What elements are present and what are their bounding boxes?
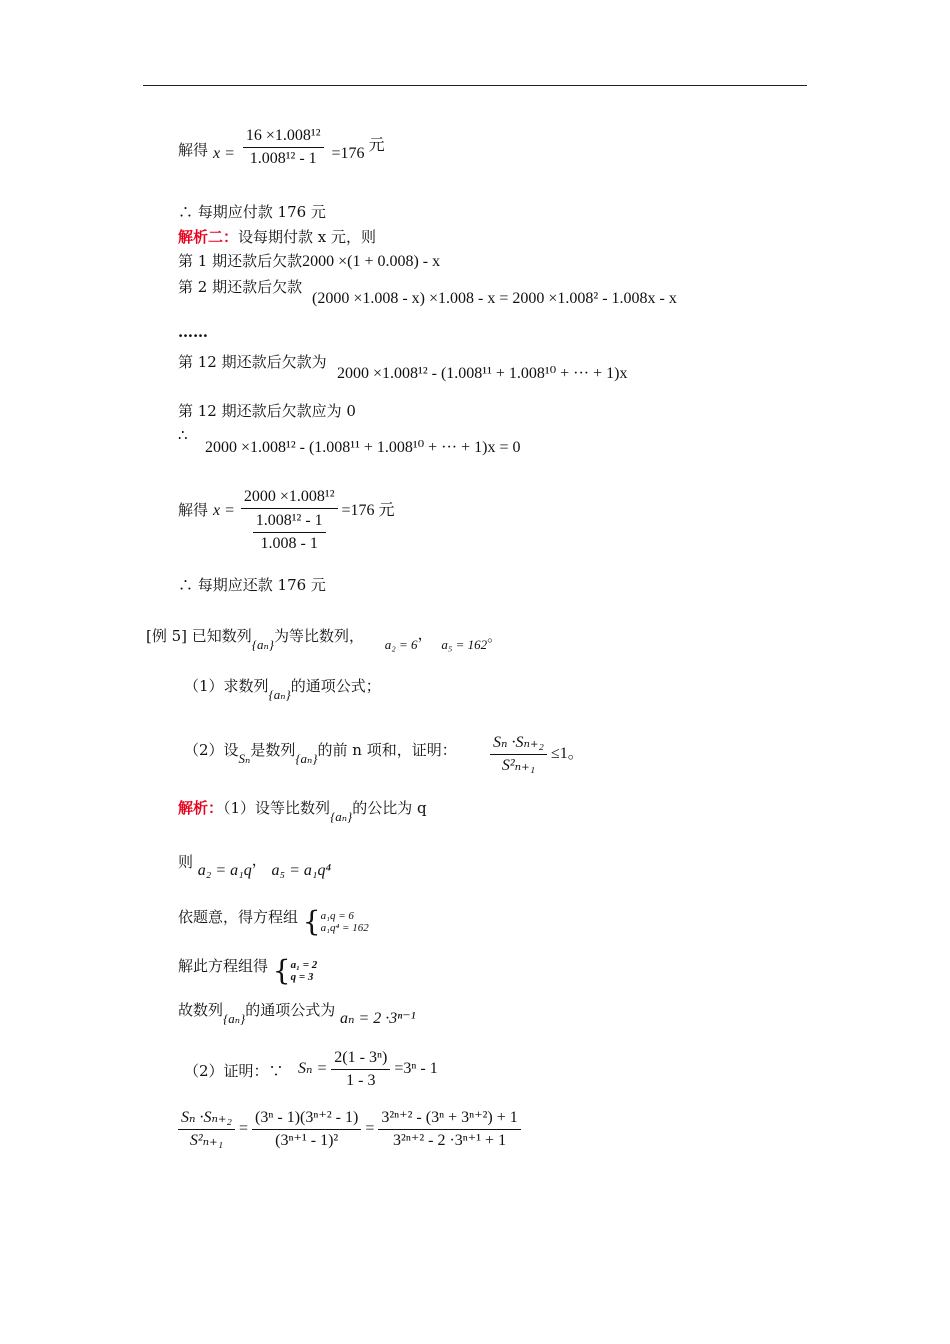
question-2-tail: 的前 n 项和，证明： — [317, 741, 457, 759]
ratio-fraction — [490, 735, 547, 774]
example-text: 为等比数列， — [273, 627, 364, 645]
system-row-1: a₁ = 2 — [290, 959, 318, 971]
example-5-title: [例 5] 已知数列{aₙ}为等比数列， a₂ = 6， a₅ = 162。 — [146, 625, 503, 652]
conclusion-2: ∴ 每期应还款 176 元 — [178, 576, 326, 594]
solution-1 — [178, 799, 427, 824]
period-1-text: 第 1 期还款后欠款 — [178, 252, 303, 270]
solution-text: 依题意，得方程组 — [178, 908, 299, 926]
solution-3 — [178, 904, 369, 938]
period-1-line — [178, 254, 440, 270]
formula-rhs: =176 — [331, 145, 365, 163]
solution-system — [272, 954, 318, 987]
fraction-1 — [243, 128, 324, 167]
fraction-denominator: S²ₙ₊₁ — [501, 757, 536, 774]
formula-x-2 — [213, 489, 395, 552]
header-rule — [143, 85, 807, 86]
solution-label: 解析： — [178, 799, 224, 817]
fraction-denominator: 1.008¹² - 1 — [249, 150, 317, 167]
period-2-formula: (2000 ×1.008 - x) ×1.008 - x = 2000 ×1.008² - 1.008x - x — [312, 290, 677, 307]
ratio-fraction — [178, 1110, 235, 1149]
expanded-fraction — [252, 1110, 361, 1149]
simplified-fraction — [378, 1110, 520, 1149]
formula-lhs: Sₙ = — [298, 1060, 328, 1078]
formula-rhs: =176 元 — [341, 502, 395, 519]
inner-fraction — [253, 513, 326, 552]
period-12-formula: 2000 ×1.008¹² - (1.008¹¹ + 1.008¹⁰ + ··· + 1)x — [337, 365, 628, 382]
system-row-1: a₁q = 6 — [320, 910, 354, 922]
equals-sign: = — [238, 1120, 249, 1138]
formula-lhs: x = — [213, 502, 235, 519]
brace-symbol: { — [272, 954, 291, 987]
formula-lhs: x = — [213, 145, 235, 163]
ellipsis: …… — [178, 323, 208, 341]
solution-text: 解此方程组得 — [178, 957, 269, 975]
solution-text: 则 — [178, 853, 194, 871]
equation-system — [302, 905, 369, 938]
question-2 — [184, 741, 457, 766]
sequence-symbol: {aₙ} — [223, 1011, 246, 1026]
example-label: [例 5] 已知数列 — [146, 627, 252, 645]
solution-tail: 的公比为 q — [352, 799, 427, 817]
formula-a2: a₂ = a₁q — [197, 862, 252, 879]
fraction-numerator: 2(1 - 3ⁿ) — [331, 1050, 390, 1070]
question-1-text: （1）求数列 — [184, 677, 269, 695]
condition-a5: a₅ = 162 — [441, 637, 488, 652]
solution-4 — [178, 953, 318, 987]
period-mark: 。 — [567, 745, 584, 763]
fraction-numerator: 3²ⁿ⁺² - (3ⁿ + 3ⁿ⁺²) + 1 — [378, 1110, 520, 1130]
period-mark: 。 — [487, 627, 503, 645]
unit-yuan: 元 — [368, 137, 385, 155]
text-prefix: 解得 — [178, 141, 209, 159]
inequality — [490, 735, 584, 774]
solution-mid: 的通项公式为 — [245, 1001, 336, 1019]
equation-zero: 2000 ×1.008¹² - (1.008¹¹ + 1.008¹⁰ + ··· + 1)x = 0 — [205, 439, 521, 456]
sequence-symbol: {aₙ} — [330, 809, 353, 824]
inner-numerator: 1.008¹² - 1 — [253, 513, 326, 533]
question-2-mid: 是数列 — [250, 741, 296, 759]
question-1-tail: 的通项公式； — [290, 677, 381, 695]
condition-a2: a₂ = 6 — [384, 637, 418, 652]
text-prefix: 解得 — [178, 501, 209, 519]
fraction-denominator: (3ⁿ⁺¹ - 1)² — [275, 1132, 339, 1149]
period-1-formula: 2000 ×(1 + 0.008) - x — [302, 253, 441, 270]
analysis-label: 解析二： — [178, 228, 239, 246]
fraction-numerator: 16 ×1.008¹² — [243, 128, 324, 148]
proof-start: （2）证明：∵ — [184, 1062, 284, 1080]
conclusion-1: ∴ 每期应付款 176 元 — [178, 203, 326, 221]
system-row-2: a₁q⁴ = 162 — [320, 922, 369, 934]
fraction-numerator: Sₙ ·Sₙ₊₂ — [490, 735, 547, 755]
period-12-zero: 第 12 期还款后欠款应为 0 — [178, 402, 356, 420]
formula-x-1 — [213, 127, 385, 167]
solve-line-2 — [178, 503, 208, 518]
brace-symbol: { — [302, 905, 321, 938]
solution-2: 则 a₂ = a₁q， a₅ = a₁q⁴ — [178, 851, 331, 879]
fraction-numerator: Sₙ ·Sₙ₊₂ — [178, 1110, 235, 1130]
sum-formula — [298, 1050, 438, 1089]
inequality-rhs: ≤1 — [550, 745, 568, 763]
question-2-text: （2）设 — [184, 741, 239, 759]
equals-sign: = — [365, 1120, 375, 1138]
solution-5 — [178, 1001, 416, 1027]
sequence-symbol: {aₙ} — [295, 751, 318, 766]
fraction-numerator: 2000 ×1.008¹² — [241, 489, 338, 509]
formula-a5: a₅ = a₁q⁴ — [271, 862, 331, 879]
sequence-symbol: {aₙ} — [268, 687, 291, 702]
proof-equation — [178, 1110, 521, 1149]
fraction-numerator: (3ⁿ - 1)(3ⁿ⁺² - 1) — [252, 1110, 361, 1130]
solve-line-1 — [178, 143, 208, 158]
fraction-denominator — [241, 509, 338, 552]
period-2-text: 第 2 期还款后欠款 — [178, 278, 303, 296]
solution-text: 故数列 — [178, 1001, 224, 1019]
solution-text: （1）设等比数列 — [223, 799, 331, 817]
system-row-2: q = 3 — [290, 971, 314, 983]
general-term-formula: aₙ = 2 ·3ⁿ⁻¹ — [339, 1010, 416, 1027]
sum-fraction — [331, 1050, 390, 1089]
sum-symbol: Sₙ — [238, 751, 251, 766]
period-12-text: 第 12 期还款后欠款为 — [178, 353, 327, 371]
fraction-denominator: 1 - 3 — [346, 1072, 376, 1089]
formula-rhs: =3ⁿ - 1 — [394, 1060, 438, 1078]
question-1 — [184, 677, 381, 702]
fraction-denominator: 3²ⁿ⁺² - 2 ·3ⁿ⁺¹ + 1 — [393, 1132, 507, 1149]
therefore-symbol: ∴ — [178, 426, 188, 444]
inner-denominator: 1.008 - 1 — [260, 535, 318, 552]
fraction-denominator: S²ₙ₊₁ — [189, 1132, 224, 1149]
analysis-two — [178, 230, 376, 245]
analysis-text: 设每期付款 x 元，则 — [238, 228, 377, 246]
compound-fraction — [241, 489, 338, 552]
sequence-symbol: {aₙ} — [251, 637, 274, 652]
